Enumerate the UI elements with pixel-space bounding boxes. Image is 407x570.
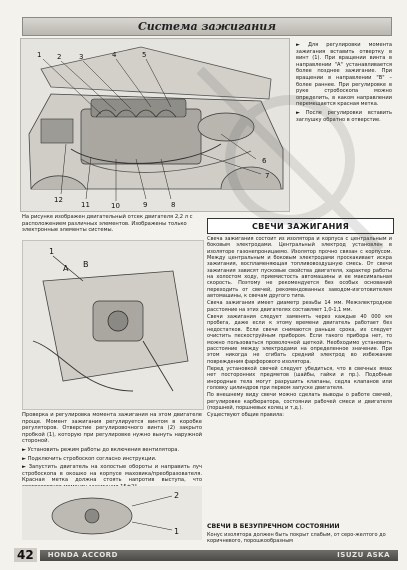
paragraph: Свеча зажигания имеет диаметр резьбы 14 мм. Межэлектродное расстояние на этих двигателях составляет 1,0-1,1 мм. xyxy=(207,300,392,313)
figure-label: 1 xyxy=(174,527,180,536)
engine-bay-illustration xyxy=(20,38,290,212)
adjuster-illustration xyxy=(22,486,202,540)
footer-model-left: HONDA ACCORD xyxy=(47,551,118,559)
callout-label: 3 xyxy=(79,53,84,61)
timing-check-text xyxy=(22,412,202,493)
distributor-illustration xyxy=(22,240,204,410)
figure-label: 2 xyxy=(174,491,180,500)
callout-label: 10 xyxy=(111,202,120,210)
callout-label: 1 xyxy=(37,51,42,59)
timing-adjust-text xyxy=(296,42,392,125)
paragraph: ► Для регулировки момента зажигания вставить отвертку в винт (1). При вращении винта в направлении "А" устанавливается более позднее зажигание. При вращении в направлении "В" – более раннее. При регулировке в руке стробоскопа можно определить, в каком направлении перемещается красная метка. xyxy=(296,42,392,108)
paragraph: Свеча зажигания состоит из изолятора и корпуса с центральным и боковым электродами. Центральный электрод установлен в изоляторе газонепроницаемо. Изолятор прочно связан с корпусом. Между центральным и боковым электродами проскакивает искра зажигания, воспламеняющая топливовоздушную смесь. От свечи зажигания зависят пусковые свойства двигателя, характер работы на холостом ходу, приемистость автомашины и ее максимальная скорость. Поэтому не рекомендуется без особых оснований переходить от свечей, рекомендованных заводом-изготовителем автомашины, к свечам другого типа. xyxy=(207,236,392,300)
callout-label: 7 xyxy=(265,172,270,180)
adjuster-drawing xyxy=(22,486,202,540)
page-header xyxy=(22,17,392,36)
callout-label: 11 xyxy=(81,201,90,209)
paragraph: Проверка и регулировка момента зажигания на этом двигателе проще. Момент зажигания регулируется винтом в коробке регуляторов. Отверстие регулировочного винта (2) закрыто пробкой (1), которую при регулировке нужно вынуть наружной стороной. xyxy=(22,412,202,445)
callout-label: 8 xyxy=(171,201,176,209)
callout-label: 6 xyxy=(262,157,267,165)
callout-label: 9 xyxy=(143,201,148,209)
paragraph: ► Установить режим работы до включения вентилятора. xyxy=(22,446,180,453)
page-number: 42 xyxy=(14,548,37,562)
page-footer xyxy=(14,548,398,562)
footer-bar xyxy=(40,550,398,561)
engine-caption: На рисунке изображен двигательный отсек двигателя 2,2 л с расположением различных элементов. Изображены только электронные элементы системы. xyxy=(22,214,193,234)
figure-label: B xyxy=(83,260,89,269)
paragraph: Перед установкой свечей следует убедиться, что в свечных ямах нет посторонних предметов (шайбы, гайки и пр.). Подобные инородные тела могут разрушить клапаны, седла клапанов или головку цилиндров при первом запуске двигателя. xyxy=(207,365,392,391)
spark-plug-text xyxy=(207,236,392,420)
paragraph: Существуют общие правила: xyxy=(207,412,284,419)
callout-label: 2 xyxy=(57,53,62,61)
figure-label: A xyxy=(63,264,69,273)
callout-label: 12 xyxy=(54,196,63,204)
footer-model-right: ISUZU ASKA xyxy=(337,551,390,559)
engine-bay-drawing xyxy=(21,39,289,211)
figure-label: 1 xyxy=(49,247,55,256)
subsection-body: Конус изолятора должен быть покрыт слабым, от серо-желтого до коричневого, порошкообразным xyxy=(207,532,386,545)
paragraph: ► Запустить двигатель на холостые обороты и направить луч стробоскопа в окошко на корпусе маховика/преобразователя. Красная метка должна стоять напротив выступа, что xyxy=(22,464,202,484)
paragraph: ► Подключить стробоскоп согласно инструкции. xyxy=(22,455,157,462)
section-title: СВЕЧИ ЗАЖИГАНИЯ xyxy=(207,218,394,234)
callout-label: 4 xyxy=(112,51,117,59)
distributor-drawing xyxy=(23,241,203,409)
header-title: Система зажигания xyxy=(137,20,277,33)
paragraph: Свечи зажигания следует заменять через каждые 40 000 км пробега, даже если к этому времени двигатель работает без недостатков. Если свечи снимаются раньше срока, их следует очистить пескоструйным прибором. Если такого прибора нет, то можно пользоваться проволочной щеткой. Необходимо установить расстояние между электродами на определенное значение. При этом никогда не сгибать средний электрод во избежание повреждения фарфорового изолятора. xyxy=(207,314,392,365)
callout-label: 5 xyxy=(142,51,147,59)
subsection-title: СВЕЧИ В БЕЗУПРЕЧНОМ СОСТОЯНИИ xyxy=(207,523,340,530)
paragraph: ► После регулировки вставить заглушку обратно в отверстие. xyxy=(296,109,392,123)
paragraph: По внешнему виду свечи можно сделать выводы о работе свечей, регулировке карбюратора, состоянии рабочей смеси и двигателя (поршней, поршневых колец и т.д.). xyxy=(207,392,392,411)
